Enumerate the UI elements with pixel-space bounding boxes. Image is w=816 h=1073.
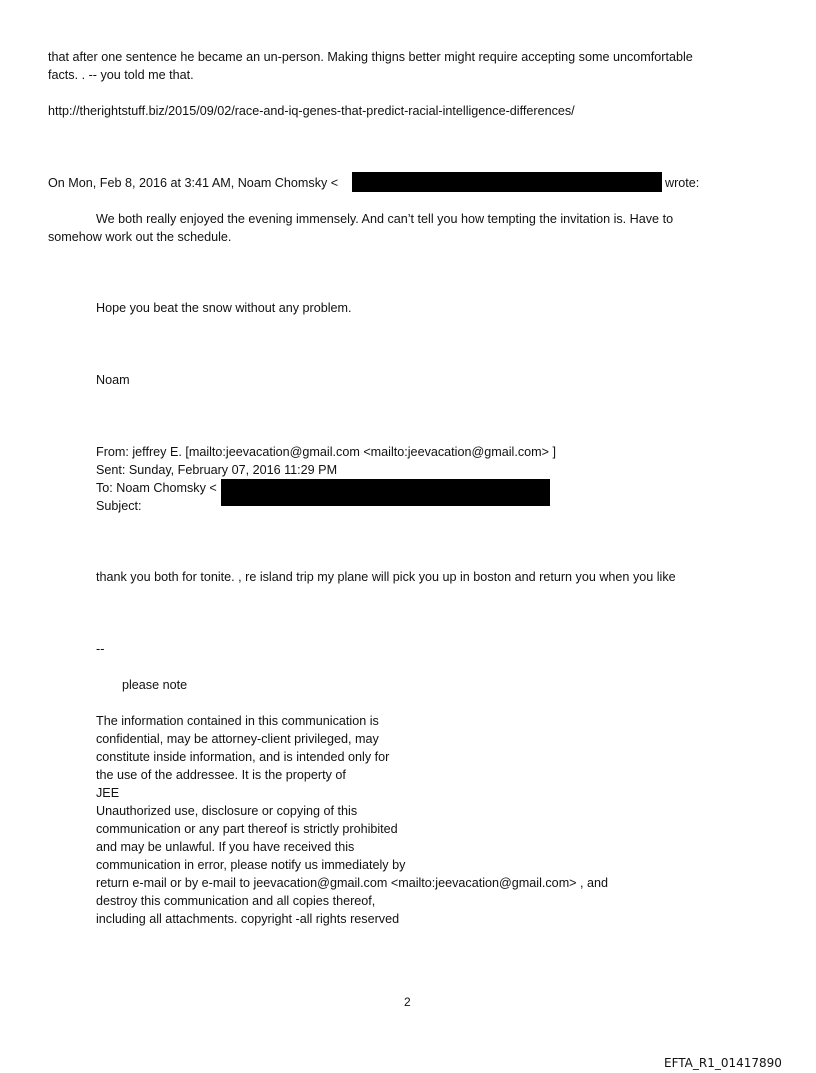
separator-dashes: --: [96, 642, 105, 656]
body-text-line: facts. . -- you told me that.: [48, 68, 194, 82]
disclaimer-line: JEE: [96, 786, 120, 800]
redaction-bar: [352, 172, 662, 192]
disclaimer-line: The information contained in this communication is: [96, 714, 379, 728]
body-text-line: We both really enjoyed the evening immensely. And can’t tell you how tempting the invitation is. Have to: [96, 212, 674, 226]
please-note: please note: [122, 678, 188, 692]
redaction-bar: [221, 479, 550, 506]
disclaimer-line: destroy this communication and all copies thereof,: [96, 894, 376, 908]
disclaimer-line: communication in error, please notify us immediately by: [96, 858, 406, 872]
body-text-line: somehow work out the schedule.: [48, 230, 232, 244]
disclaimer-line: return e-mail or by e-mail to jeevacation@gmail.com <mailto:jeevacation@gmail.com> , and: [96, 876, 609, 890]
email-from: From: jeffrey E. [mailto:jeevacation@gmail.com <mailto:jeevacation@gmail.com> ]: [96, 445, 556, 459]
body-text-line: Hope you beat the snow without any problem.: [96, 301, 352, 315]
body-text-line: that after one sentence he became an un-person. Making thigns better might require accepting some uncomfortable: [48, 50, 693, 64]
reply-header-suffix: wrote:: [665, 176, 700, 190]
disclaimer-line: the use of the addressee. It is the property of: [96, 768, 346, 782]
disclaimer-line: constitute inside information, and is intended only for: [96, 750, 390, 764]
page-number: 2: [404, 995, 411, 1009]
signature: Noam: [96, 373, 130, 387]
body-text-line: thank you both for tonite. , re island trip my plane will pick you up in boston and return you when you like: [96, 570, 676, 584]
email-subject: Subject:: [96, 499, 142, 513]
email-to: To: Noam Chomsky <: [96, 481, 217, 495]
disclaimer-line: including all attachments. copyright -all rights reserved: [96, 912, 400, 926]
document-id: EFTA_R1_01417890: [664, 1056, 782, 1070]
disclaimer-line: and may be unlawful. If you have received this: [96, 840, 355, 854]
reply-header-text: On Mon, Feb 8, 2016 at 3:41 AM, Noam Chomsky <: [48, 176, 339, 190]
disclaimer-line: confidential, may be attorney-client privileged, may: [96, 732, 379, 746]
email-sent: Sent: Sunday, February 07, 2016 11:29 PM: [96, 463, 338, 477]
disclaimer-line: communication or any part thereof is strictly prohibited: [96, 822, 398, 836]
disclaimer-line: Unauthorized use, disclosure or copying of this: [96, 804, 358, 818]
url-text: http://therightstuff.biz/2015/09/02/race-and-iq-genes-that-predict-racial-intelligence-differences/: [48, 104, 575, 118]
